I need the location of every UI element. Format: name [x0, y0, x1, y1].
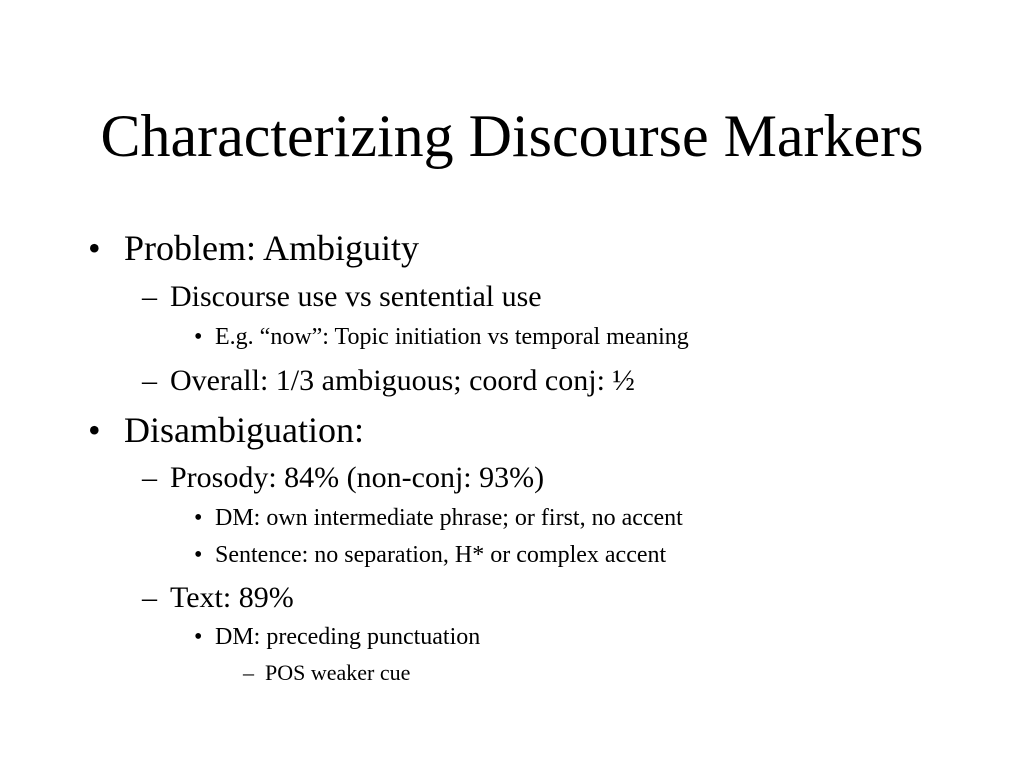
sub-sub-bullet-item: Sentence: no separation, H* or complex accent — [215, 542, 667, 568]
sub-bullet-item: Prosody: 84% (non-conj: 93%) — [170, 461, 545, 494]
sub-bullet-marker: – — [142, 461, 157, 494]
sub-sub-bullet-marker: • — [194, 324, 203, 350]
sub-bullet-marker: – — [142, 581, 157, 614]
level4-bullet-item: POS weaker cue — [265, 660, 411, 685]
bullet-marker: • — [88, 410, 101, 450]
sub-bullet-marker: – — [142, 364, 157, 397]
sub-sub-bullet-marker: • — [194, 505, 203, 531]
sub-sub-bullet-item: DM: own intermediate phrase; or first, no accent — [215, 505, 683, 531]
sub-sub-bullet-item: DM: preceding punctuation — [215, 624, 481, 650]
bullet-item: Disambiguation: — [124, 410, 364, 450]
sub-bullet-item: Text: 89% — [170, 581, 294, 614]
level4-bullet-marker: – — [243, 660, 254, 685]
sub-sub-bullet-marker: • — [194, 542, 203, 568]
sub-bullet-marker: – — [142, 280, 157, 313]
bullet-marker: • — [88, 228, 101, 268]
bullet-item: Problem: Ambiguity — [124, 228, 420, 268]
slide-title: Characterizing Discourse Markers — [100, 103, 924, 169]
sub-bullet-item: Overall: 1/3 ambiguous; coord conj: ½ — [170, 364, 635, 397]
sub-sub-bullet-marker: • — [194, 624, 203, 650]
sub-sub-bullet-item: E.g. “now”: Topic initiation vs temporal meaning — [215, 324, 689, 350]
sub-bullet-item: Discourse use vs sentential use — [170, 280, 542, 313]
